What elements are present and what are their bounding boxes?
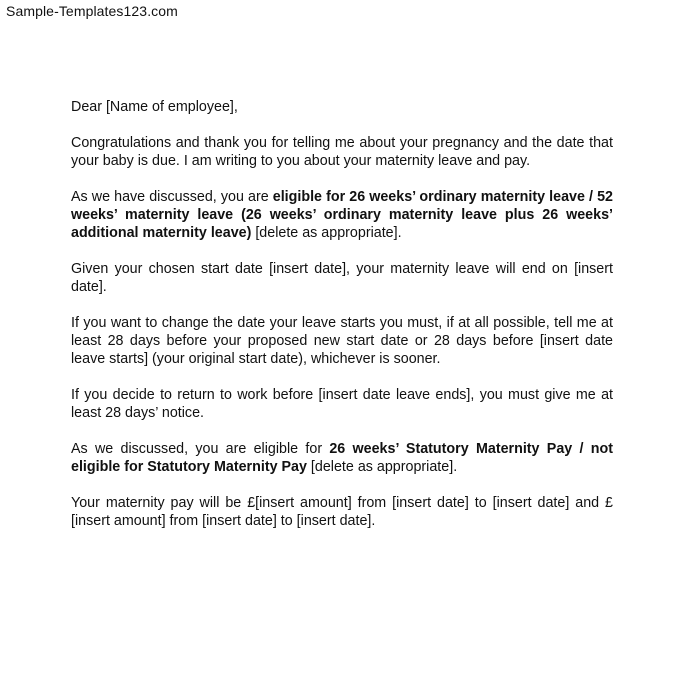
text-segment: [delete as appropriate]. (251, 225, 402, 241)
bold-text-segment: 26 weeks’ Statutory Maternity Pay / not eligible for Statutory Maternity Pay (71, 441, 613, 475)
letter-paragraph (71, 494, 613, 530)
text-segment: [delete as appropriate]. (306, 459, 458, 475)
letter-paragraph (71, 188, 613, 242)
bold-text-segment: eligible for 26 weeks’ ordinary maternity leave / 52 weeks’ maternity leave (26 weeks’ ordinary maternity leave plus 26 weeks’ additional maternity leave) (71, 189, 613, 241)
letter-paragraph (71, 314, 613, 368)
letter-paragraph (71, 386, 613, 422)
text-segment: As we have discussed, you are (71, 189, 273, 205)
text-segment: Your maternity pay will be £[insert amount] from [insert date] to [insert date] and £[insert amount] from [insert date] to [insert date]. (71, 495, 613, 529)
text-segment: If you want to change the date your leave starts you must, if at all possible, tell me at least 28 days before your proposed new start date or 28 days before [insert date leave starts] (your original start date), whichever is sooner. (71, 315, 613, 367)
site-watermark: Sample-Templates123.com (6, 3, 178, 19)
letter-body (71, 98, 613, 548)
letter-paragraph (71, 440, 613, 476)
text-segment: Congratulations and thank you for telling me about your pregnancy and the date that your baby is due. I am writing to you about your maternity leave and pay. (71, 135, 613, 169)
letter-paragraph (71, 260, 613, 296)
letter-paragraphs (71, 134, 613, 530)
salutation: Dear [Name of employee], (71, 99, 238, 115)
text-segment: As we discussed, you are eligible for (71, 441, 330, 457)
letter-paragraph (71, 134, 613, 170)
text-segment: If you decide to return to work before [insert date leave ends], you must give me at least 28 days’ notice. (71, 387, 613, 421)
text-segment: Given your chosen start date [insert date], your maternity leave will end on [insert date]. (71, 261, 613, 295)
